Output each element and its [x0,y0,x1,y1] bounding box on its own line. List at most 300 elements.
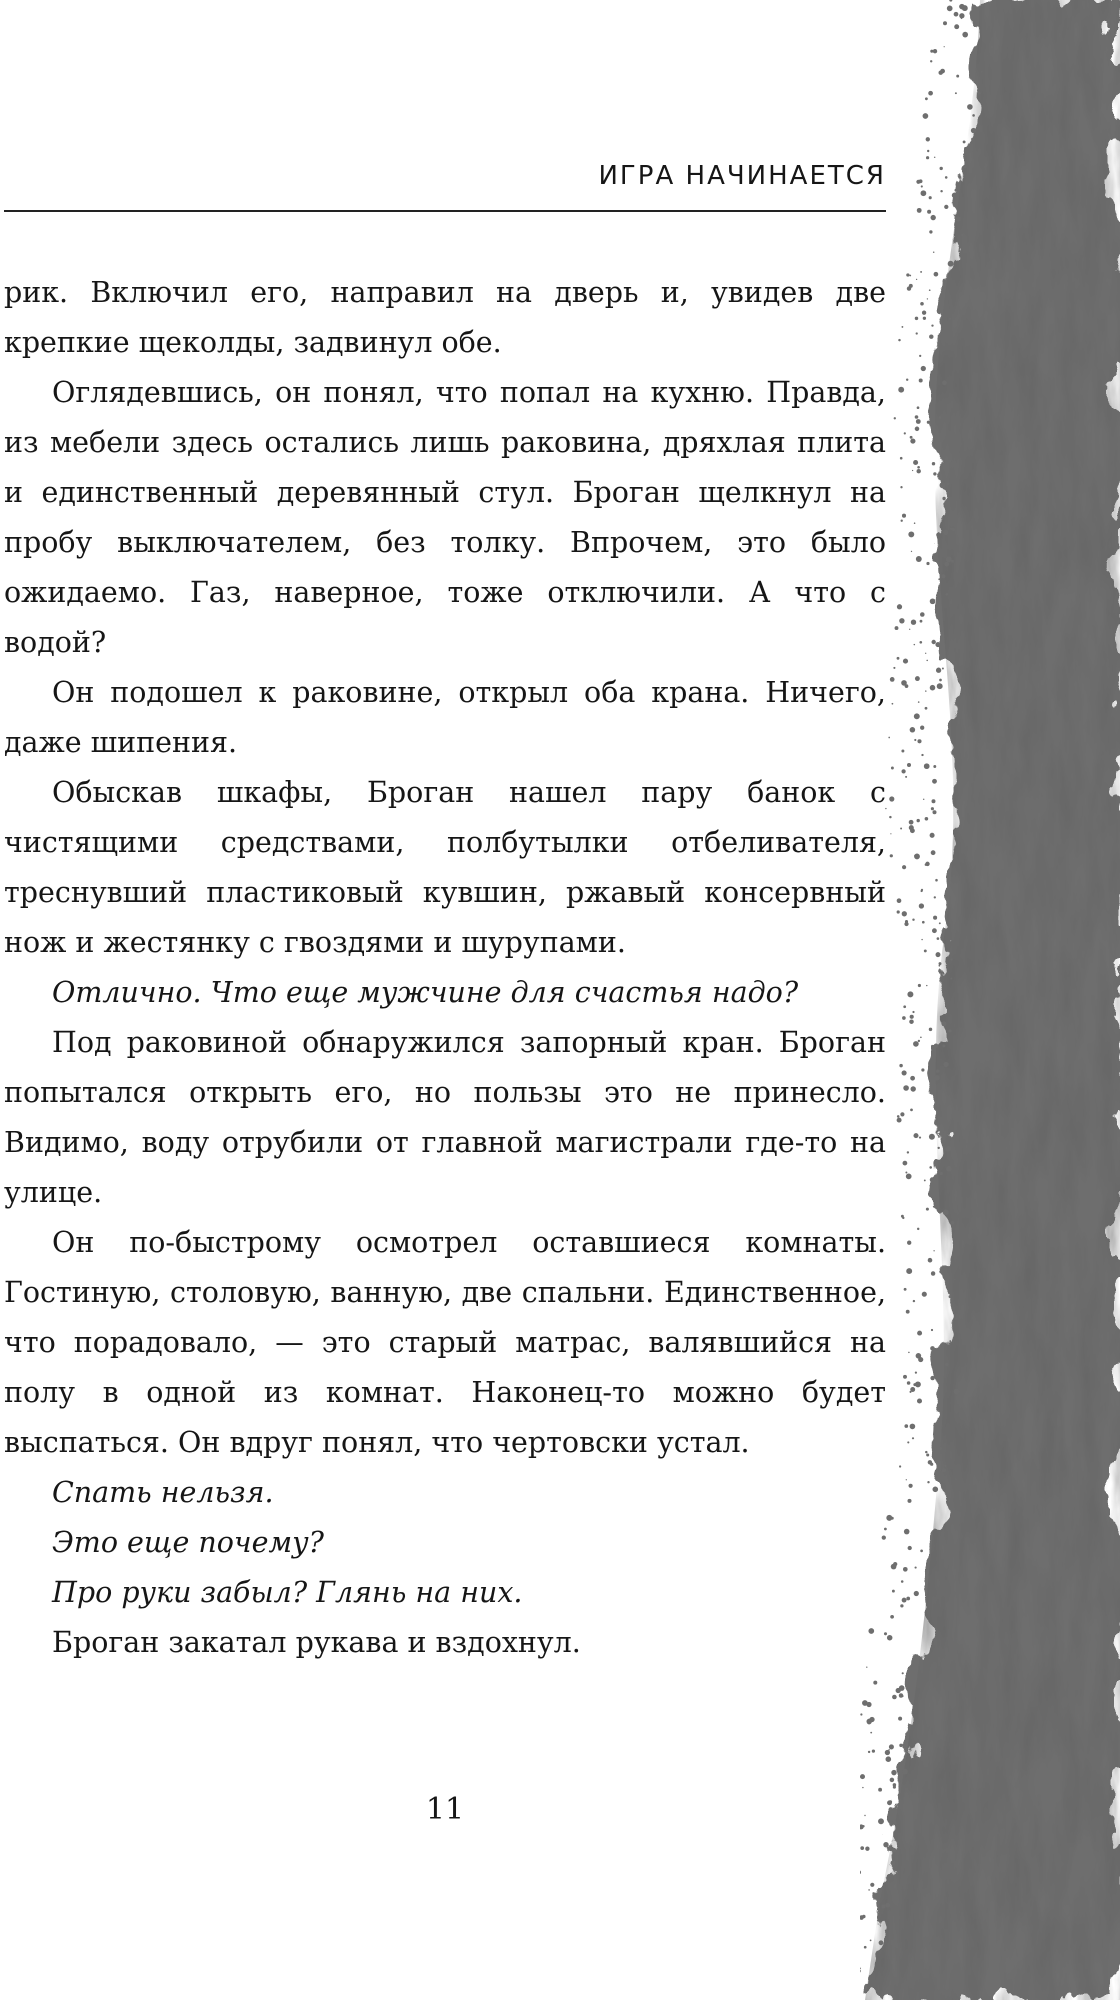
grunge-speck [938,1447,942,1451]
grunge-speck [934,157,935,158]
grunge-speck [862,1787,863,1788]
grunge-speck [915,317,918,320]
grunge-speck [860,1969,861,1972]
grunge-speck [892,1821,896,1825]
grunge-speck [930,685,936,691]
grunge-speck [918,1357,923,1362]
grunge-speck [940,1345,942,1347]
grunge-speck [885,1750,890,1755]
grunge-speck [955,216,960,221]
grunge-speck [905,684,909,688]
grunge-speck [914,853,920,859]
grunge-speck [943,1062,948,1067]
grunge-speck [933,765,936,768]
grunge-speck [909,820,914,825]
grunge-speck [944,46,945,47]
grunge-speck [945,176,948,179]
grunge-speck [937,1147,939,1149]
grunge-speck [921,1068,924,1071]
grunge-speck [934,272,939,277]
grunge-speck [902,1217,904,1219]
grunge-speck [918,984,921,987]
grunge-speck [949,1340,951,1342]
grunge-speck [914,644,915,645]
grunge-speck [893,1562,897,1566]
grunge-speck [933,252,934,253]
grunge-speck [932,799,936,803]
grunge-speck [919,379,923,383]
grunge-speck [906,273,909,276]
grunge-speck [899,1685,905,1691]
grunge-speck [901,769,905,773]
grunge-speck [939,297,940,298]
grunge-speck [879,1940,884,1945]
grunge-speck [910,436,913,439]
grunge-speck [981,71,982,72]
grunge-speck [906,378,908,380]
grunge-speck [949,1295,952,1298]
grunge-speck [915,676,920,681]
grunge-speck [905,776,907,778]
grunge-speck [939,1133,942,1136]
grunge-speck [916,419,921,424]
grunge-speck [955,1318,957,1320]
grunge-speck [942,1468,946,1472]
grunge-speck [929,1166,932,1169]
grunge-speck [942,1021,947,1026]
grunge-speck [934,1075,940,1081]
grunge-speck [949,0,952,2]
grunge-speck [908,1546,912,1550]
grunge-speck [920,1037,922,1039]
grunge-speck [908,1484,912,1488]
grunge-speck [964,166,967,169]
grunge-speck [923,317,926,320]
grunge-speck [950,958,952,960]
grunge-speck [894,417,896,419]
grunge-speck [926,156,929,159]
grunge-speck [947,482,950,485]
grunge-speck [949,318,951,320]
grunge-speck [977,91,980,94]
grunge-speck [903,1375,907,1379]
grunge-speck [916,556,922,562]
grunge-speck [931,324,933,326]
grunge-speck [940,190,942,192]
grunge-speck [939,679,942,682]
grunge-speck [951,1221,955,1225]
grunge-speck [934,1195,939,1200]
grunge-speck [870,1883,874,1887]
grunge-speck [927,298,928,299]
grunge-speck [891,767,894,770]
grunge-speck [943,530,948,535]
grunge-speck [942,380,947,385]
grunge-speck [950,528,952,530]
paragraph: Под раковиной обнаружился запорный кран. Броган попытался открыть его, но пользы это не принесло. Видимо, воду отрубили от главной магистрали где-то на улице. [4,1026,886,1209]
grunge-speck [907,1381,911,1385]
grunge-speck [860,1774,865,1779]
italic-thought: Отлично. Что еще мужчине для счастья надо? [52,976,799,1009]
grunge-speck [952,192,958,198]
grunge-speck [919,641,922,644]
grunge-speck [962,32,968,38]
grunge-speck [930,1346,935,1351]
grunge-speck [919,903,924,908]
grunge-speck [914,522,916,524]
grunge-speck [891,1860,896,1865]
grunge-speck [906,1268,912,1274]
grunge-speck [913,1383,916,1386]
grunge-speck [981,4,984,7]
grunge-speck [918,701,920,703]
grunge-speck [899,1744,902,1747]
grunge-speck [900,1604,903,1607]
grunge-speck [947,6,953,12]
grunge-speck [948,459,951,462]
grunge-speck [917,1398,922,1403]
paragraph: Броган закатал рукава и вздохнул. [52,1626,581,1659]
grunge-speck [916,332,918,334]
grunge-speck [926,1208,929,1211]
grunge-speck [940,482,946,488]
grunge-speck [940,167,943,170]
grunge-speck [903,1085,909,1091]
grunge-speck [920,1550,923,1553]
italic-thought: Про руки забыл? Глянь на них. [52,1576,523,1609]
grunge-speck [910,439,915,444]
grunge-speck [898,1717,902,1721]
running-header: ИГРА НАЧИНАЕТСЯ [598,161,886,191]
grunge-speck [909,629,910,630]
grunge-speck [892,1695,897,1700]
grunge-speck [913,1300,915,1302]
grunge-speck [956,75,959,78]
grunge-speck [907,286,911,290]
grunge-speck [939,965,941,967]
grunge-speck [870,1732,872,1734]
grunge-speck [930,1376,934,1380]
grunge-speck [917,1228,919,1230]
grunge-speck [936,952,941,957]
grunge-speck [931,1329,933,1331]
paragraph: Он подошел к раковине, открыл оба крана. Ничего, даже шипения. [4,676,886,759]
grunge-speck [925,690,926,691]
grunge-speck [917,1331,922,1336]
grunge-speck [903,1161,908,1166]
grunge-speck [912,918,914,920]
grunge-speck [905,1172,907,1174]
grunge-speck [912,1437,914,1439]
grunge-speck [910,1109,913,1112]
grunge-speck [897,1118,902,1123]
grunge-speck [897,898,902,903]
grunge-speck [904,1288,907,1291]
grunge-speck [955,92,957,94]
grunge-speck [932,928,937,933]
grunge-speck [915,1372,917,1374]
grunge-speck [910,1086,915,1091]
grunge-speck [902,514,906,518]
grunge-speck [904,1424,908,1428]
grunge-speck [945,593,948,596]
grunge-speck [933,472,936,475]
grunge-speck [906,1479,907,1480]
grunge-speck [868,1889,870,1891]
grunge-speck [913,460,918,465]
grunge-speck [911,551,912,552]
grunge-speck [899,1064,902,1067]
grunge-speck [901,1580,904,1583]
grunge-speck [907,991,913,997]
grunge-speck [938,578,940,580]
grunge-speck [916,279,917,280]
grunge-speck [924,949,927,952]
grunge-speck [951,560,954,563]
grunge-speck [927,210,931,214]
grunge-speck [922,921,925,924]
grunge-speck [907,1151,909,1153]
grunge-speck [910,828,915,833]
grunge-speck [890,833,891,834]
grunge-speck [890,677,895,682]
grunge-speck [921,754,923,756]
grunge-speck [929,334,933,338]
grunge-speck [961,234,963,236]
grunge-speck [946,1166,952,1172]
grunge-speck [870,1940,872,1942]
grunge-speck [938,416,941,419]
grunge-speck [885,1903,890,1908]
grunge-speck [929,1134,935,1140]
grunge-speck [864,1946,867,1949]
grunge-speck [926,985,927,986]
grunge-speck [943,1209,949,1215]
grunge-speck [971,56,974,59]
grunge-speck [890,1778,895,1783]
grunge-speck [924,1179,926,1181]
grunge-speck [967,104,973,110]
grunge-speck [932,810,936,814]
grunge-speck [899,618,904,623]
grunge-speck [921,190,927,196]
italic-thought: Спать нельзя. [52,1476,274,1509]
grunge-speck [921,889,923,891]
grunge-speck [890,854,893,857]
grunge-speck [866,1702,871,1707]
grunge-speck [907,1241,911,1245]
grunge-speck [912,1011,914,1013]
paragraph: рик. Включил его, направил на дверь и, увидев две крепкие щеколды, задвинул обе. [4,276,886,359]
grunge-speck [971,138,974,141]
grunge-speck [919,355,921,357]
grunge-speck [918,1040,920,1042]
grunge-speck [860,1967,861,1969]
paragraph: Он по-быстрому осмотрел оставшиеся комнаты. Гостиную, столовую, ванную, две спальни. Единственное, что порадовало, — это старый матрас, валявшийся на полу в одной из комнат. Наконец-то можно будет выспаться. Он вдруг понял, что чертовски устал. [4,1226,886,1459]
grunge-speck [891,1517,894,1520]
grunge-speck [929,196,932,199]
grunge-speck [903,659,908,664]
grunge-speck [920,612,925,617]
grunge-speck [902,865,906,869]
grunge-speck [889,796,894,801]
grunge-speck [932,1486,938,1492]
grunge-speck [931,1271,935,1275]
grunge-grain [860,0,1120,2000]
grunge-speck [944,1107,946,1109]
grunge-speck [928,1258,933,1263]
grunge-speck [963,140,966,143]
grunge-speck [883,1842,888,1847]
grunge-speck [939,962,942,965]
grunge-speck [915,1567,917,1569]
grunge-speck [892,1848,895,1851]
grunge-speck [938,70,942,74]
grunge-speck [908,531,914,537]
grunge-speck [950,978,952,980]
grunge-speck [943,21,947,25]
grunge-speck [901,750,904,753]
grunge-speck [903,1567,908,1572]
grunge-speck [906,1174,912,1180]
grunge-speck [925,707,928,710]
grunge-speck [941,574,945,578]
grunge-speck [930,50,933,53]
grunge-speck [865,1847,869,1851]
grunge-speck [910,1076,915,1081]
page-number: 11 [425,1792,465,1827]
grunge-speck [887,1635,892,1640]
grunge-speck [867,1720,871,1724]
grunge-speck [929,230,932,233]
grunge-speck [902,1769,908,1775]
grunge-speck [932,779,937,784]
grunge-speck [901,326,903,328]
grunge-speck [904,922,908,926]
grunge-speck [915,427,920,432]
grunge-speck [909,275,911,277]
grunge-speck [945,1363,949,1367]
grunge-speck [892,1590,895,1593]
grunge-speck [898,387,904,393]
grunge-speck [917,208,922,213]
grunge-speck [900,1112,904,1116]
grunge-speck [935,642,940,647]
grunge-speck [907,1499,911,1503]
grunge-speck [909,1019,914,1024]
grunge-speck [942,668,944,670]
grunge-speck [912,470,913,471]
grunge-speck [946,1146,951,1151]
grunge-speck [920,271,922,273]
grunge-speck [862,1915,866,1919]
grunge-speck [907,763,911,767]
grunge-speck [954,12,959,17]
italic-thought: Это еще почему? [52,1526,324,1559]
grunge-speck [927,421,930,424]
grunge-speck [937,937,940,940]
grunge-speck [891,1770,896,1775]
grunge-speck [878,1900,880,1902]
grunge-speck [959,13,964,18]
grunge-speck [971,128,976,133]
grunge-speck [930,833,935,838]
grunge-speck [962,5,968,11]
grunge-speck [873,1681,877,1685]
grunge-speck [920,726,924,730]
grunge-speck [936,668,941,673]
grunge-speck [944,1465,946,1467]
grunge-speck [872,1749,875,1752]
grunge-speck [924,763,930,769]
grunge-speck [929,289,931,291]
grunge-speck [917,406,920,409]
grunge-speck [917,676,919,678]
grunge-border [860,0,1120,2000]
grunge-speck [902,1672,904,1674]
grunge-speck [893,667,895,669]
grunge-speck [932,462,935,465]
grunge-speck [900,828,902,830]
grunge-speck [917,466,920,469]
body-text [4,268,886,1668]
grunge-speck [914,1591,919,1596]
grunge-speck [930,1177,935,1182]
grunge-speck [914,713,920,719]
grunge-speck [919,1137,921,1139]
grunge-speck [940,1172,943,1175]
grunge-speck [933,1206,935,1208]
grunge-speck [921,185,923,187]
grunge-speck [897,1115,900,1118]
grunge-speck [910,1387,915,1392]
grunge-speck [890,1615,894,1619]
grunge-speck [935,879,938,882]
grunge-speck [926,562,929,565]
grunge-speck [954,1279,955,1280]
grunge-speck [942,497,945,500]
grunge-speck [925,653,926,654]
grunge-speck [910,1424,916,1430]
grunge-speck [902,1598,907,1603]
grunge-speck [889,1744,894,1749]
grunge-speck [906,1597,910,1601]
grunge-speck [910,727,916,733]
grunge-speck [928,1460,932,1464]
grunge-speck [899,1465,901,1467]
grunge-speck [931,850,936,855]
grunge-speck [886,1756,892,1762]
grunge-speck [914,739,916,741]
grunge-speck [927,150,929,152]
grunge-speck [926,137,930,141]
grunge-speck [926,1453,929,1456]
grunge-speck [923,799,924,800]
grunge-speck [908,1352,910,1354]
grunge-speck [923,113,929,119]
grunge-speck [915,415,919,419]
grunge-speck [926,660,928,662]
grunge-speck [946,556,952,562]
grunge-speck [948,1029,951,1032]
grunge-speck [931,807,934,810]
grunge-speck [898,339,900,341]
grunge-speck [897,910,900,913]
grunge-speck [868,1751,870,1753]
grunge-speck [928,91,933,96]
grunge-speck [922,311,926,315]
grunge-speck [930,375,934,379]
